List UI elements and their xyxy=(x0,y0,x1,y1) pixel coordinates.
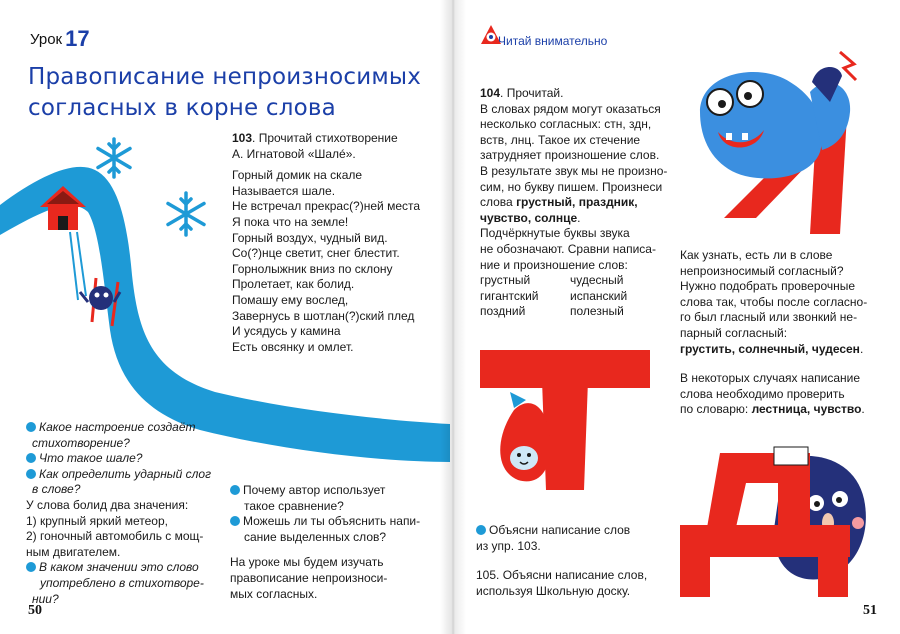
question-text: Можешь ли ты объяснить напи- xyxy=(243,514,421,529)
poem-line: Со(?)нце светит, снег блестит. xyxy=(232,246,400,261)
lesson-goal-text: правописание непроизноси- xyxy=(230,570,388,585)
question-text: В каком значении это слово xyxy=(39,560,199,575)
text-line: затрудняет произношение слов. xyxy=(480,148,660,163)
poem-line: Помашу ему вослед, xyxy=(232,292,349,307)
exercise-103-number: 103 xyxy=(232,131,253,145)
text-segment: . xyxy=(577,210,581,225)
red-hooded-character-icon xyxy=(500,392,550,481)
exercise-105-text: используя Школьную доску. xyxy=(476,583,631,598)
bullet-icon xyxy=(26,562,36,572)
text-line: непроизносимый согласный? xyxy=(680,263,844,278)
text-line: вств, лнц. Такое их стечение xyxy=(480,132,641,147)
bullet-icon xyxy=(26,453,36,463)
exercise-104 xyxy=(480,86,695,320)
bullet-icon xyxy=(230,516,240,526)
poem-line: И усядусь у камина xyxy=(232,324,341,339)
text-line: слова необходимо проверить xyxy=(680,386,845,401)
definition-text: 1) крупный яркий метеор, xyxy=(26,513,168,528)
text-line: Как узнать, есть ли в слове xyxy=(680,248,833,262)
lesson-goal-text: На уроке мы будем изучать xyxy=(230,555,384,570)
question-text: нии? xyxy=(32,591,59,606)
word-cell: гигантский xyxy=(480,288,539,303)
text-segment: . xyxy=(859,341,864,356)
bullet-icon xyxy=(476,525,486,535)
definition-text: 2) гоночный автомобиль с мощ- xyxy=(26,529,204,544)
page-title xyxy=(28,62,421,124)
word-cell: грустный xyxy=(480,273,531,288)
page-number: 51 xyxy=(863,603,877,618)
exercise-104-instruction: . Прочитай. xyxy=(500,86,564,100)
poem-line: Горный воздух, чудный вид. xyxy=(232,230,388,245)
text-line: сим, но букву пишем. Произнеси xyxy=(480,179,663,194)
question-text: из упр. 103. xyxy=(476,538,541,553)
word-cell: полезный xyxy=(570,304,624,319)
text-line: ние и произношение слов: xyxy=(480,257,628,272)
poem-line: Не встречал прекрас(?)ней места xyxy=(232,199,421,214)
word-table-row xyxy=(480,273,695,289)
question-text: Как определить ударный слог xyxy=(39,466,212,481)
highlighted-words: чувство, солнце xyxy=(480,210,578,225)
letter-d-illustration xyxy=(680,445,895,605)
question-text: Что такое шале? xyxy=(39,451,143,466)
text-segment: слова xyxy=(480,195,517,210)
text-line: парный согласный: xyxy=(680,325,788,340)
word-table-row xyxy=(480,304,695,320)
text-line: го был гласный или звонкий не- xyxy=(680,310,858,325)
exercise-104-number: 104 xyxy=(480,86,501,100)
questions-block xyxy=(26,420,226,607)
exercise-105-text: 105. Объясни написание слов, xyxy=(476,568,648,583)
word-cell: поздний xyxy=(480,304,526,319)
section-header: Читай внимательно xyxy=(498,34,608,48)
page-number: 50 xyxy=(28,603,42,618)
text-line: В некоторых случаях написание xyxy=(680,371,861,386)
lesson-word: Урок xyxy=(30,31,63,48)
word-cell: испанский xyxy=(570,288,628,303)
poem-line: Я пока что на земле! xyxy=(232,214,349,229)
exercise-103-author: А. Игнатовой «Шалé». xyxy=(232,146,356,161)
poem-line: Завернусь в шотлан(?)ский плед xyxy=(232,308,415,323)
letter-ya-illustration xyxy=(690,42,890,242)
question-text: Объясни написание слов xyxy=(489,523,631,537)
poem-line: Пролетает, как болид. xyxy=(232,277,355,292)
highlighted-words: грустный, праздник, xyxy=(516,195,638,210)
text-segment: . xyxy=(861,402,865,417)
bullet-icon xyxy=(26,422,36,432)
text-line: В результате звук мы не произно- xyxy=(480,163,668,178)
title-line-2: согласных в корне слова xyxy=(28,95,336,121)
poem-line: Называется шале. xyxy=(232,183,336,198)
howto-block xyxy=(680,248,895,418)
question-text: в слове? xyxy=(32,482,81,497)
highlighted-words: лестница, чувство xyxy=(751,402,862,417)
poem-line: Горный домик на скале xyxy=(232,168,363,183)
poem-line: Есть овсянку и омлет. xyxy=(232,339,354,354)
lesson-goal-text: мых согласных. xyxy=(230,586,318,601)
question-text: такое сравнение? xyxy=(244,498,344,513)
lesson-label xyxy=(30,26,90,52)
title-line-1: Правописание непроизносимых xyxy=(28,64,422,90)
text-line: слова так, чтобы после согласно- xyxy=(680,294,868,309)
text-line: несколько согласных: стн, здн, xyxy=(480,117,652,132)
question-text: сание выделенных слов? xyxy=(244,529,387,544)
highlighted-words: грустить, солнечный, чудесен xyxy=(680,341,860,356)
text-line: Подчёркнутые буквы звука xyxy=(480,226,630,241)
right-page xyxy=(450,0,900,634)
letter-t-illustration xyxy=(480,340,655,500)
text-line: не обозначают. Сравни написа- xyxy=(480,241,656,256)
text-line: Нужно подобрать проверочные xyxy=(680,279,856,294)
exercise-103-instruction: . Прочитай стихотворение xyxy=(252,131,398,145)
question-text: Почему автор использует xyxy=(243,483,386,497)
bullet-icon xyxy=(26,469,36,479)
explain-block xyxy=(476,523,686,599)
exercise-103 xyxy=(232,131,420,355)
snowflake-icon xyxy=(168,193,204,235)
poem-line: Горнолыжник вниз по склону xyxy=(232,261,393,276)
text-segment: по словарю: xyxy=(680,402,752,417)
definition-text: У слова болид два значения: xyxy=(26,497,189,512)
question-text: стихотворение? xyxy=(32,435,130,450)
word-table-row xyxy=(480,289,695,305)
questions-block-right xyxy=(230,483,435,602)
definition-text: ным двигателем. xyxy=(26,544,121,559)
snowflake-icon xyxy=(98,139,130,177)
word-cell: чудесный xyxy=(570,273,624,288)
text-line: В словах рядом могут оказаться xyxy=(480,101,661,116)
question-text: употреблено в стихотворе- xyxy=(40,575,204,590)
lesson-number: 17 xyxy=(65,26,90,51)
question-text: Какое настроение создаёт xyxy=(39,420,196,434)
bullet-icon xyxy=(230,485,240,495)
